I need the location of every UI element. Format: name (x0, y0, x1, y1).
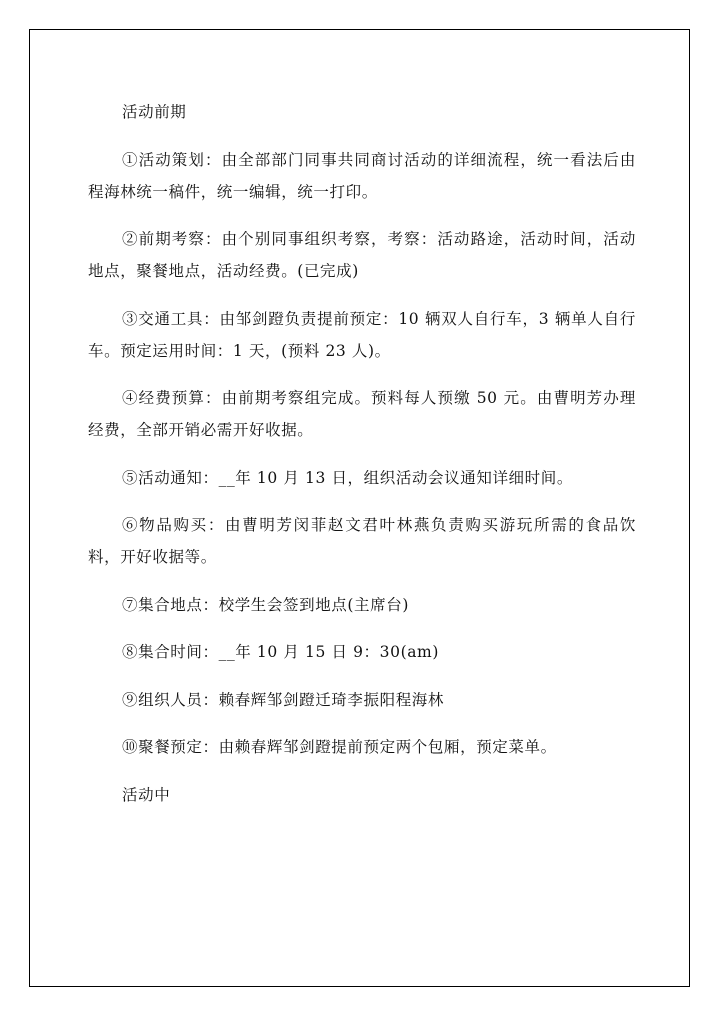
item-dinner-booking: ⑩聚餐预定：由赖春辉邹剑蹬提前预定两个包厢，预定菜单。 (122, 738, 557, 756)
item-organizers: ⑨组织人员：赖春辉邹剑蹬迁琦李振阳程海林 (122, 690, 445, 709)
item-budget: ④经费预算：由前期考察组完成。预料每人预缴 50 元。由曹明芳办理经费，全部开销必需开好收据。 (88, 389, 636, 439)
item-transportation: ③交通工具：由邹剑蹬负责提前预定：10 辆双人自行车，3 辆单人自行车。预定运用时间：1 天，(预料 23 人)。 (88, 309, 636, 360)
item-meeting-time: ⑧集合时间：__年 10 月 15 日 9：30(am) (122, 643, 439, 661)
section-heading-pre-activity: 活动前期 (122, 103, 187, 121)
document-body (88, 96, 636, 826)
item-activity-planning: ①活动策划：由全部部门同事共同商讨活动的详细流程，统一看法后由程海林统一稿件，统一编辑，统一打印。 (88, 150, 636, 201)
item-preliminary-inspection: ②前期考察：由个别同事组织考察，考察：活动路途，活动时间，活动地点，聚餐地点，活动经费。(已完成) (88, 230, 636, 280)
item-purchasing: ⑥物品购买：由曹明芳闵菲赵文君叶林燕负责购买游玩所需的食品饮料，开好收据等。 (88, 516, 636, 566)
item-notification: ⑤活动通知：__年 10 月 13 日，组织活动会议通知详细时间。 (122, 468, 573, 487)
section-heading-during-activity: 活动中 (122, 785, 171, 804)
item-meeting-place: ⑦集合地点：校学生会签到地点(主席台) (122, 595, 409, 614)
